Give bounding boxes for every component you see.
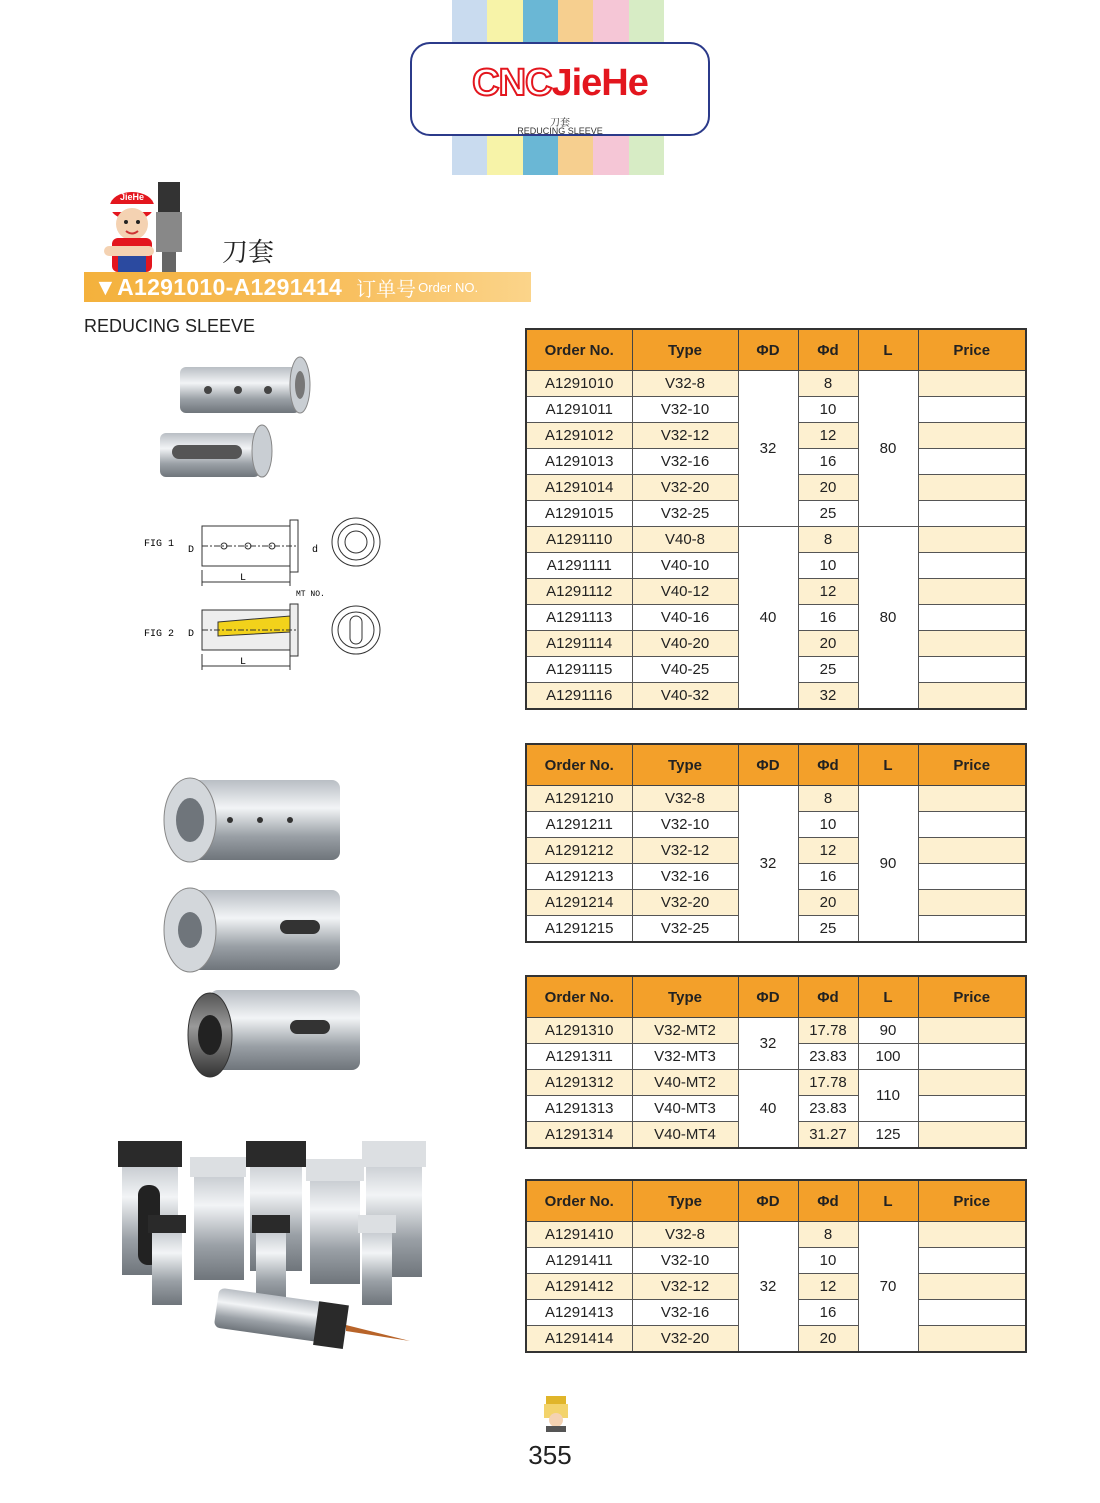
dim-d-1: d [312,545,319,556]
cell-d: 17.78 [798,1018,858,1044]
header-col-d: Φd [798,744,858,786]
fig1-label: FIG 1 [144,539,175,550]
cell-price [918,449,1026,475]
page-number: 355 [528,1440,572,1470]
cell-d: 20 [798,1326,858,1353]
cell-order-no: A1291412 [526,1274,632,1300]
order-range: ▼A1291010-A1291414 [94,273,343,300]
cell-order-no: A1291112 [526,579,632,605]
cell-price [918,786,1026,812]
cell-order-no: A1291214 [526,890,632,916]
cell-type: V32-MT2 [632,1018,738,1044]
header-col-price: Price [918,1180,1026,1222]
cell-d: 17.78 [798,1070,858,1096]
cell-L: 80 [858,527,918,710]
cell-L: 90 [858,786,918,943]
cell-type: V32-8 [632,786,738,812]
header-col-type: Type [632,744,738,786]
cell-type: V32-8 [632,371,738,397]
cell-order-no: A1291014 [526,475,632,501]
table-row [526,786,1026,812]
dim-D-1: D [188,545,195,556]
cell-type: V32-16 [632,1300,738,1326]
cell-L: 110 [858,1070,918,1122]
cell-type: V32-25 [632,916,738,943]
sleeve-photo-1 [150,355,320,490]
cell-d: 23.83 [798,1096,858,1122]
cell-d: 20 [798,890,858,916]
cell-D: 32 [738,1222,798,1353]
header-col-D: ΦD [738,329,798,371]
cell-price [918,631,1026,657]
cell-type: V32-12 [632,423,738,449]
cell-price [918,1274,1026,1300]
cell-L: 80 [858,371,918,527]
cell-type: V32-25 [632,501,738,527]
cell-d: 10 [798,553,858,579]
cell-price [918,916,1026,943]
table-row [526,371,1026,397]
spec-table [525,328,1027,710]
header-col-d: Φd [798,976,858,1018]
cell-D: 40 [738,527,798,710]
cell-d: 8 [798,786,858,812]
cell-price [918,1096,1026,1122]
technical-drawing [140,512,390,682]
cell-price [918,475,1026,501]
cell-order-no: A1291115 [526,657,632,683]
table-row [526,527,1026,553]
cell-price [918,1248,1026,1274]
cell-type: V40-MT2 [632,1070,738,1096]
cell-order-no: A1291311 [526,1044,632,1070]
cell-price [918,397,1026,423]
table-header-row [526,329,1026,371]
cell-price [918,812,1026,838]
cell-price [918,1326,1026,1353]
cell-type: V32-10 [632,397,738,423]
cell-type: V32-MT3 [632,1044,738,1070]
cell-type: V40-20 [632,631,738,657]
order-label-cn: 订单号 [356,278,417,301]
header-col-D: ΦD [738,744,798,786]
table-row [526,1070,1026,1096]
cell-d: 10 [798,812,858,838]
cell-d: 31.27 [798,1122,858,1149]
cell-price [918,1044,1026,1070]
cell-D: 40 [738,1070,798,1149]
cell-price [918,890,1026,916]
header-col-type: Type [632,329,738,371]
cell-type: V32-20 [632,475,738,501]
cell-price [918,527,1026,553]
dim-L-2: L [240,657,247,668]
cell-type: V40-16 [632,605,738,631]
cell-price [918,1300,1026,1326]
cell-type: V40-MT3 [632,1096,738,1122]
dim-L-1: L [240,573,247,584]
table-header-row [526,1180,1026,1222]
mascot-badge: JieHe [120,192,145,202]
logo-wordmark [412,62,708,105]
cell-d: 8 [798,371,858,397]
page-title-cn: 刀套 [222,237,275,267]
order-range-banner [84,272,531,302]
cell-order-no: A1291010 [526,371,632,397]
cell-d: 20 [798,475,858,501]
cell-order-no: A1291113 [526,605,632,631]
spec-table [525,743,1027,943]
cell-type: V32-16 [632,449,738,475]
cell-price [918,605,1026,631]
cell-D: 32 [738,371,798,527]
cell-price [918,501,1026,527]
header-col-price: Price [918,976,1026,1018]
header-col-type: Type [632,1180,738,1222]
cell-type: V32-20 [632,890,738,916]
logo-jiehe: JieHe [551,62,648,104]
cell-order-no: A1291410 [526,1222,632,1248]
cell-price [918,1070,1026,1096]
logo-subtitle-cn: 刀套 [550,118,570,129]
cell-price [918,1122,1026,1149]
cell-d: 8 [798,527,858,553]
cell-order-no: A1291013 [526,449,632,475]
cell-order-no: A1291116 [526,683,632,710]
cell-order-no: A1291314 [526,1122,632,1149]
cell-d: 32 [798,683,858,710]
cell-order-no: A1291212 [526,838,632,864]
cell-order-no: A1291114 [526,631,632,657]
cell-order-no: A1291110 [526,527,632,553]
header-col-L: L [858,744,918,786]
header-col-d: Φd [798,1180,858,1222]
header-col-order: Order No. [526,744,632,786]
header-col-order: Order No. [526,976,632,1018]
cell-order-no: A1291310 [526,1018,632,1044]
cell-order-no: A1291413 [526,1300,632,1326]
header-col-price: Price [918,744,1026,786]
mascot-small-icon [540,1396,572,1432]
cell-L: 90 [858,1018,918,1044]
fig2-label: FIG 2 [144,629,175,640]
mascot-icon [96,176,196,276]
cell-d: 16 [798,864,858,890]
cell-type: V32-12 [632,838,738,864]
page-subtitle-en: REDUCING SLEEVE [84,316,256,336]
cell-price [918,864,1026,890]
spec-table [525,1179,1027,1353]
spec-table [525,975,1027,1149]
dim-D-2: D [188,629,195,640]
logo-cnc: CNC [472,62,552,104]
table-row [526,1018,1026,1044]
header-col-price: Price [918,329,1026,371]
header-col-D: ΦD [738,976,798,1018]
cell-order-no: A1291313 [526,1096,632,1122]
cell-order-no: A1291111 [526,553,632,579]
cell-order-no: A1291012 [526,423,632,449]
cell-price [918,1018,1026,1044]
cell-d: 20 [798,631,858,657]
table-row [526,1222,1026,1248]
cell-L: 100 [858,1044,918,1070]
cell-order-no: A1291414 [526,1326,632,1353]
cell-d: 12 [798,838,858,864]
cell-price [918,838,1026,864]
sleeve-photo-3 [110,1135,430,1365]
cell-d: 25 [798,916,858,943]
cell-type: V40-25 [632,657,738,683]
header-col-L: L [858,1180,918,1222]
cell-d: 8 [798,1222,858,1248]
logo-subtitle-en: REDUCING SLEEVE [517,126,603,136]
cell-type: V32-10 [632,812,738,838]
cell-price [918,683,1026,710]
cell-order-no: A1291211 [526,812,632,838]
cell-type: V40-12 [632,579,738,605]
cell-order-no: A1291215 [526,916,632,943]
cell-d: 16 [798,449,858,475]
cell-order-no: A1291411 [526,1248,632,1274]
cell-d: 25 [798,501,858,527]
cell-L: 125 [858,1122,918,1149]
brand-logo [410,42,710,136]
header-col-order: Order No. [526,1180,632,1222]
cell-type: V40-8 [632,527,738,553]
cell-price [918,579,1026,605]
cell-d: 16 [798,1300,858,1326]
table-header-row [526,976,1026,1018]
header-col-d: Φd [798,329,858,371]
cell-d: 12 [798,1274,858,1300]
cell-price [918,371,1026,397]
cell-d: 16 [798,605,858,631]
cell-price [918,1222,1026,1248]
cell-D: 32 [738,786,798,943]
order-label-en: Order NO. [418,279,479,295]
header-col-order: Order No. [526,329,632,371]
cell-d: 12 [798,423,858,449]
cell-price [918,423,1026,449]
cell-type: V32-8 [632,1222,738,1248]
cell-d: 12 [798,579,858,605]
cell-type: V40-MT4 [632,1122,738,1149]
cell-order-no: A1291213 [526,864,632,890]
cell-order-no: A1291015 [526,501,632,527]
cell-type: V32-12 [632,1274,738,1300]
cell-type: V32-10 [632,1248,738,1274]
cell-type: V32-16 [632,864,738,890]
cell-d: 10 [798,397,858,423]
header-col-L: L [858,976,918,1018]
header-col-D: ΦD [738,1180,798,1222]
cell-type: V40-32 [632,683,738,710]
table-header-row [526,744,1026,786]
cell-order-no: A1291210 [526,786,632,812]
cell-order-no: A1291011 [526,397,632,423]
cell-price [918,553,1026,579]
header-col-type: Type [632,976,738,1018]
cell-type: V40-10 [632,553,738,579]
header-col-L: L [858,329,918,371]
dim-mt-no: MT NO. [296,590,325,599]
cell-d: 10 [798,1248,858,1274]
sleeve-photo-2 [150,760,370,1100]
cell-type: V32-20 [632,1326,738,1353]
cell-order-no: A1291312 [526,1070,632,1096]
cell-d: 23.83 [798,1044,858,1070]
cell-price [918,657,1026,683]
cell-L: 70 [858,1222,918,1353]
cell-D: 32 [738,1018,798,1070]
cell-d: 25 [798,657,858,683]
